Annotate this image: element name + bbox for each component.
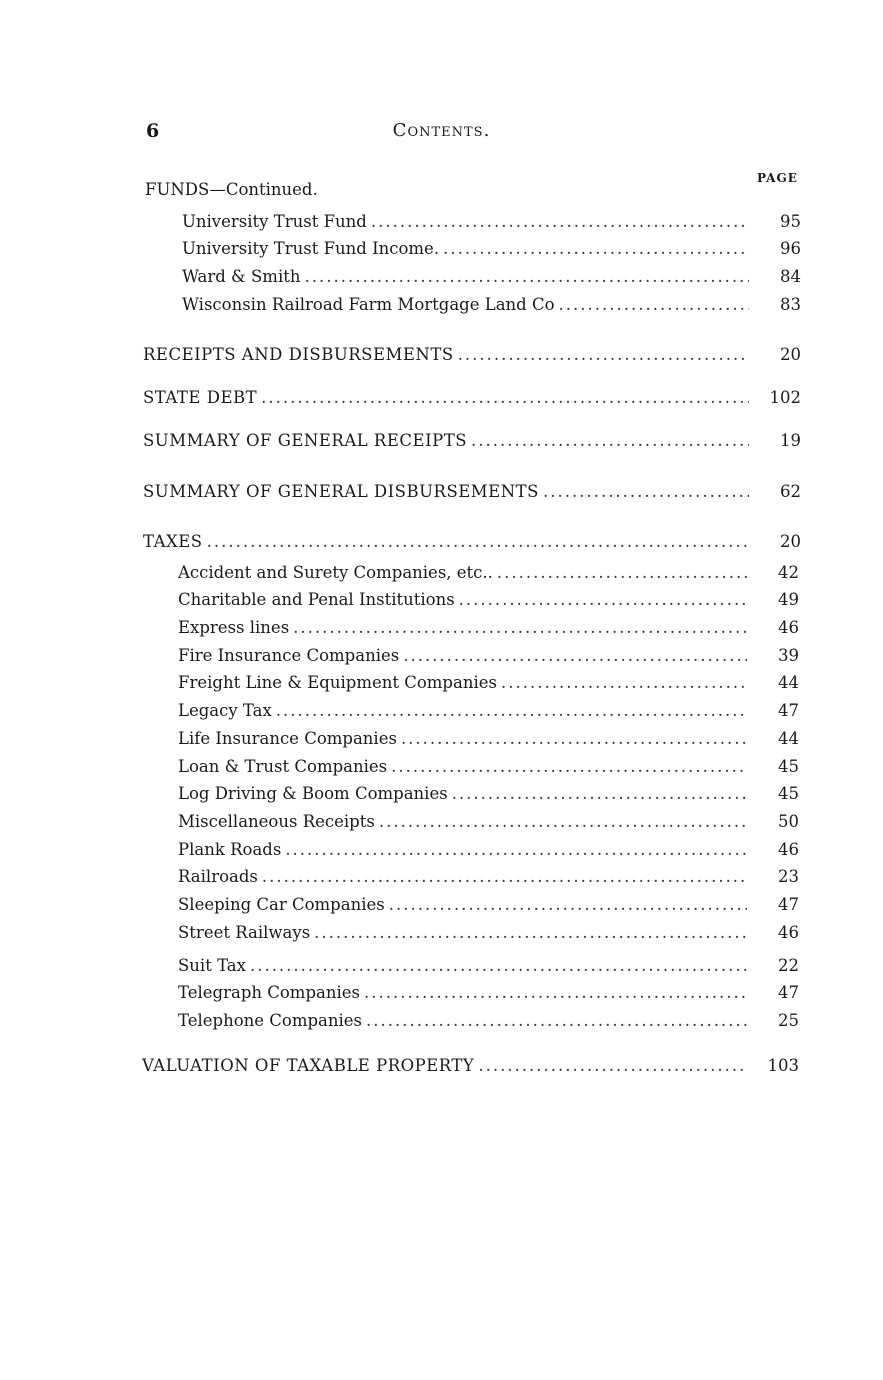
toc-entry-page: 46 <box>778 618 799 637</box>
toc-entry-label: Suit Tax <box>178 956 246 975</box>
toc-entry <box>178 811 799 833</box>
toc-entry-label: Wisconsin Railroad Farm Mortgage Land Co <box>182 295 555 314</box>
dot-leader <box>391 756 747 778</box>
page-title: Contents. <box>392 120 491 141</box>
dot-leader <box>452 783 747 805</box>
toc-entry-page: 44 <box>778 729 799 748</box>
toc-entry-label: Fire Insurance Companies <box>178 646 400 665</box>
toc-entry-page: 23 <box>778 867 799 886</box>
dot-leader <box>543 481 749 503</box>
toc-section-label: SUMMARY OF GENERAL DISBURSEMENTS <box>143 482 539 501</box>
dot-leader <box>366 1010 747 1032</box>
toc-entry <box>182 238 801 260</box>
toc-entry-label: Ward & Smith <box>182 267 301 286</box>
dot-leader <box>471 430 749 452</box>
dot-leader <box>497 562 747 584</box>
toc-section <box>143 387 801 409</box>
toc-entry-page: 46 <box>778 923 799 942</box>
toc-entry-label: Street Railways <box>178 923 311 942</box>
dot-leader <box>276 700 747 722</box>
toc-entry-page: 47 <box>778 701 799 720</box>
funds-continued-heading: FUNDS—Continued. <box>145 180 318 199</box>
toc-entry <box>178 700 799 722</box>
toc-entry-label: Sleeping Car Companies <box>178 895 385 914</box>
toc-section <box>143 531 801 553</box>
toc-section-label: TAXES <box>143 532 203 551</box>
dot-leader <box>379 811 747 833</box>
toc-section-label: SUMMARY OF GENERAL RECEIPTS <box>143 431 468 450</box>
toc-entry-label: University Trust Fund <box>182 212 367 231</box>
toc-entry-page: 25 <box>778 1011 799 1030</box>
toc-entry <box>182 266 801 288</box>
toc-section-page: 19 <box>780 431 801 450</box>
toc-section-label: VALUATION OF TAXABLE PROPERTY <box>142 1056 475 1075</box>
toc-entry <box>178 839 799 861</box>
toc-entry <box>178 783 799 805</box>
toc-entry-page: 47 <box>778 895 799 914</box>
dot-leader <box>314 922 747 944</box>
toc-entry <box>178 617 799 639</box>
dot-leader <box>207 531 749 553</box>
dot-leader <box>458 344 749 366</box>
toc-entry <box>178 866 799 888</box>
toc-entry-page: 47 <box>778 983 799 1002</box>
dot-leader <box>443 238 749 260</box>
toc-entry-page: 50 <box>778 812 799 831</box>
dot-leader <box>261 387 749 409</box>
toc-entry-page: 96 <box>780 239 801 258</box>
toc-entry <box>182 294 801 316</box>
toc-entry-page: 95 <box>780 212 801 231</box>
dot-leader <box>559 294 749 316</box>
toc-entry-page: 45 <box>778 784 799 803</box>
toc-entry-page: 45 <box>778 757 799 776</box>
page-column-label: PAGE <box>757 171 798 185</box>
toc-entry <box>178 922 799 944</box>
dot-leader <box>262 866 747 888</box>
dot-leader <box>403 645 747 667</box>
toc-section-label: STATE DEBT <box>143 388 258 407</box>
toc-section <box>142 1055 799 1077</box>
toc-entry <box>178 1010 799 1032</box>
dot-leader <box>389 894 747 916</box>
toc-entry-label: Plank Roads <box>178 840 282 859</box>
toc-entry <box>178 562 799 584</box>
toc-entry-page: 44 <box>778 673 799 692</box>
dot-leader <box>459 589 747 611</box>
toc-section-page: 103 <box>767 1056 799 1075</box>
toc-entry <box>178 589 799 611</box>
toc-entry-label: Telegraph Companies <box>178 983 360 1002</box>
dot-leader <box>285 839 747 861</box>
toc-entry-label: Life Insurance Companies <box>178 729 397 748</box>
toc-entry-label: Log Driving & Boom Companies <box>178 784 448 803</box>
toc-entry-page: 84 <box>780 267 801 286</box>
dot-leader <box>501 672 747 694</box>
toc-entry <box>178 894 799 916</box>
toc-section <box>143 430 801 452</box>
toc-entry-label: Freight Line & Equipment Companies <box>178 673 497 692</box>
dot-leader <box>371 211 749 233</box>
toc-entry-page: 49 <box>778 590 799 609</box>
toc-entry-label: University Trust Fund Income. <box>182 239 440 258</box>
dot-leader <box>304 266 749 288</box>
toc-entry-page: 42 <box>778 563 799 582</box>
toc-section <box>143 481 801 503</box>
toc-entry <box>178 728 799 750</box>
toc-entry-label: Miscellaneous Receipts <box>178 812 375 831</box>
toc-entry <box>182 211 801 233</box>
toc-entry-page: 46 <box>778 840 799 859</box>
toc-section-page: 20 <box>780 345 801 364</box>
toc-entry <box>178 672 799 694</box>
toc-section-page: 102 <box>769 388 801 407</box>
dot-leader <box>478 1055 747 1077</box>
toc-section <box>143 344 801 366</box>
dot-leader <box>364 982 747 1004</box>
toc-entry-page: 83 <box>780 295 801 314</box>
toc-entry <box>178 756 799 778</box>
dot-leader <box>250 955 747 977</box>
toc-entry-label: Express lines <box>178 618 290 637</box>
toc-entry <box>178 955 799 977</box>
toc-section-page: 20 <box>780 532 801 551</box>
page-number: 6 <box>146 120 160 142</box>
toc-section-page: 62 <box>780 482 801 501</box>
toc-entry-label: Loan & Trust Companies <box>178 757 388 776</box>
toc-entry <box>178 645 799 667</box>
toc-entry-page: 22 <box>778 956 799 975</box>
toc-section-label: RECEIPTS AND DISBURSEMENTS <box>143 345 454 364</box>
toc-entry <box>178 982 799 1004</box>
dot-leader <box>293 617 747 639</box>
toc-entry-label: Legacy Tax <box>178 701 272 720</box>
dot-leader <box>401 728 747 750</box>
toc-entry-label: Telephone Companies <box>178 1011 363 1030</box>
toc-entry-label: Charitable and Penal Institutions <box>178 590 455 609</box>
toc-entry-label: Railroads <box>178 867 258 886</box>
toc-entry-label: Accident and Surety Companies, etc.. <box>178 563 493 582</box>
toc-entry-page: 39 <box>778 646 799 665</box>
